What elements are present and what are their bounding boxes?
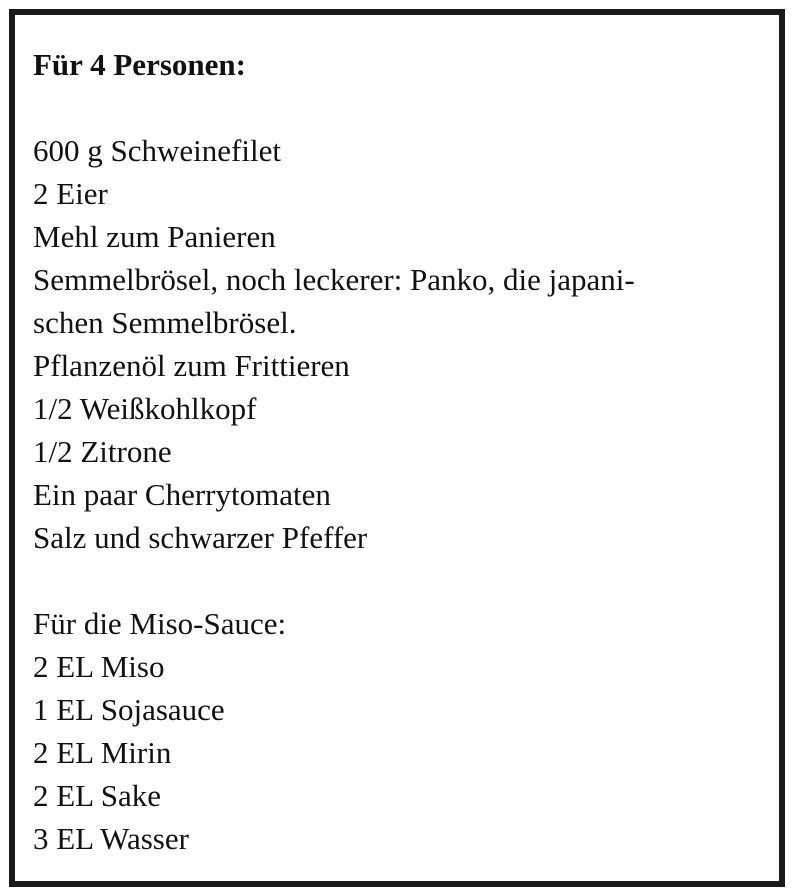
sauce-heading: Für die Miso-Sauce:	[33, 606, 287, 641]
ingredient-item: Mehl zum Panieren	[33, 219, 276, 254]
spacer	[33, 559, 767, 602]
sauce-item: 2 EL Sake	[33, 778, 161, 813]
recipe-content	[33, 43, 767, 860]
sauce-item: 3 EL Wasser	[33, 821, 189, 856]
sauce-item: 2 EL Mirin	[33, 735, 172, 770]
sauce-item: 1 EL Sojasauce	[33, 692, 225, 727]
ingredient-item: 2 Eier	[33, 176, 108, 211]
ingredient-item: 600 g Schweinefilet	[33, 133, 281, 168]
spacer	[33, 86, 767, 129]
ingredient-line-1: Semmelbrösel, noch leckerer: Panko, die japani-	[33, 262, 635, 297]
recipe-box	[9, 9, 785, 887]
ingredient-item: Salz und schwarzer Pfeffer	[33, 520, 368, 555]
ingredient-item: Pflanzenöl zum Frittieren	[33, 348, 350, 383]
sauce-item: 2 EL Miso	[33, 649, 165, 684]
ingredient-item: Ein paar Cherrytomaten	[33, 477, 331, 512]
servings-heading: Für 4 Personen:	[33, 47, 246, 82]
ingredient-line-2: schen Semmelbrösel.	[33, 305, 297, 340]
ingredient-item-breadcrumbs	[33, 258, 767, 344]
ingredient-item: 1/2 Zitrone	[33, 434, 172, 469]
ingredient-item: 1/2 Weißkohlkopf	[33, 391, 257, 426]
